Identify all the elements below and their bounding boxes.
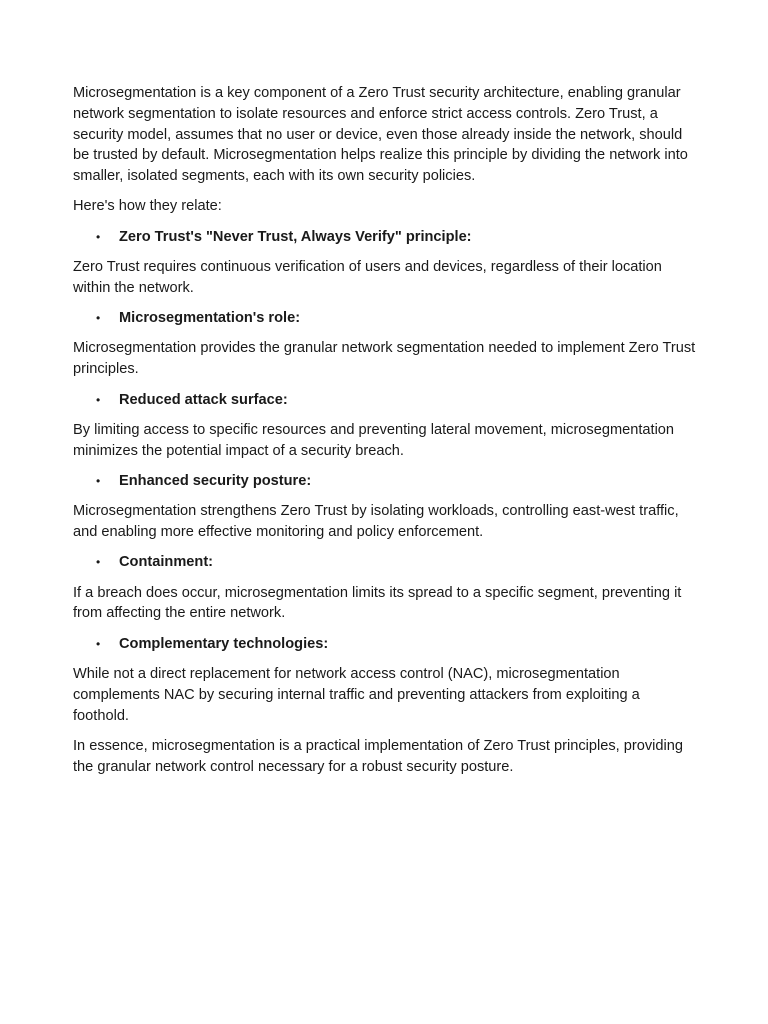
section-paragraph: Microsegmentation strengthens Zero Trust by isolating workloads, controlling east-west traffic, and enabling more effective monitoring and policy enforcement. xyxy=(73,503,679,541)
bullet-item xyxy=(73,471,698,492)
bullet-symbol: • xyxy=(96,555,101,570)
bullet-symbol: • xyxy=(96,229,101,244)
section-paragraph: While not a direct replacement for network access control (NAC), microsegmentation complements NAC by securing internal traffic and preventing attackers from exploiting a foothold. xyxy=(73,666,640,724)
bullet-heading: Complementary technologies: xyxy=(119,635,329,652)
section-paragraph: Zero Trust requires continuous verification of users and devices, regardless of their location within the network. xyxy=(73,259,662,296)
bullet-symbol: • xyxy=(96,311,101,326)
relate-heading: Here's how they relate: xyxy=(73,198,222,215)
section-paragraph: Microsegmentation provides the granular network segmentation needed to implement Zero Trust principles. xyxy=(73,340,696,378)
bullet-heading: Enhanced security posture: xyxy=(119,472,312,489)
intro-paragraph: Microsegmentation is a key component of a Zero Trust security architecture, enabling granular network segmentation to isolate resources and enforce strict access controls. Zero Trust, a security model, assumes that no user or device, even those already inside the network, should be trusted by default. Microsegmentation helps realize this principle by dividing the network into smaller, isolated segments, each with its own security policies. xyxy=(73,85,688,185)
bullet-item xyxy=(73,308,698,329)
conclusion-paragraph: In essence, microsegmentation is a practical implementation of Zero Trust principles, providing the granular network control necessary for a robust security posture. xyxy=(73,737,683,775)
bullet-heading: Zero Trust's "Never Trust, Always Verify" principle: xyxy=(119,228,472,245)
section-paragraph: If a breach does occur, microsegmentation limits its spread to a specific segment, preventing it from affecting the entire network. xyxy=(73,584,682,622)
bullet-heading: Containment: xyxy=(119,554,214,571)
document-body xyxy=(73,83,698,787)
bullet-item xyxy=(73,634,698,655)
bullet-heading: Reduced attack surface: xyxy=(119,391,288,408)
bullet-heading: Microsegmentation's role: xyxy=(119,310,301,327)
bullet-item xyxy=(73,552,698,573)
bullet-symbol: • xyxy=(96,473,101,488)
section-paragraph: By limiting access to specific resources and preventing lateral movement, microsegmentation minimizes the potential impact of a security breach. xyxy=(73,421,675,459)
bullet-item xyxy=(73,390,698,411)
bullet-symbol: • xyxy=(96,392,101,407)
bullet-item xyxy=(73,227,698,248)
bullet-symbol: • xyxy=(96,636,101,651)
